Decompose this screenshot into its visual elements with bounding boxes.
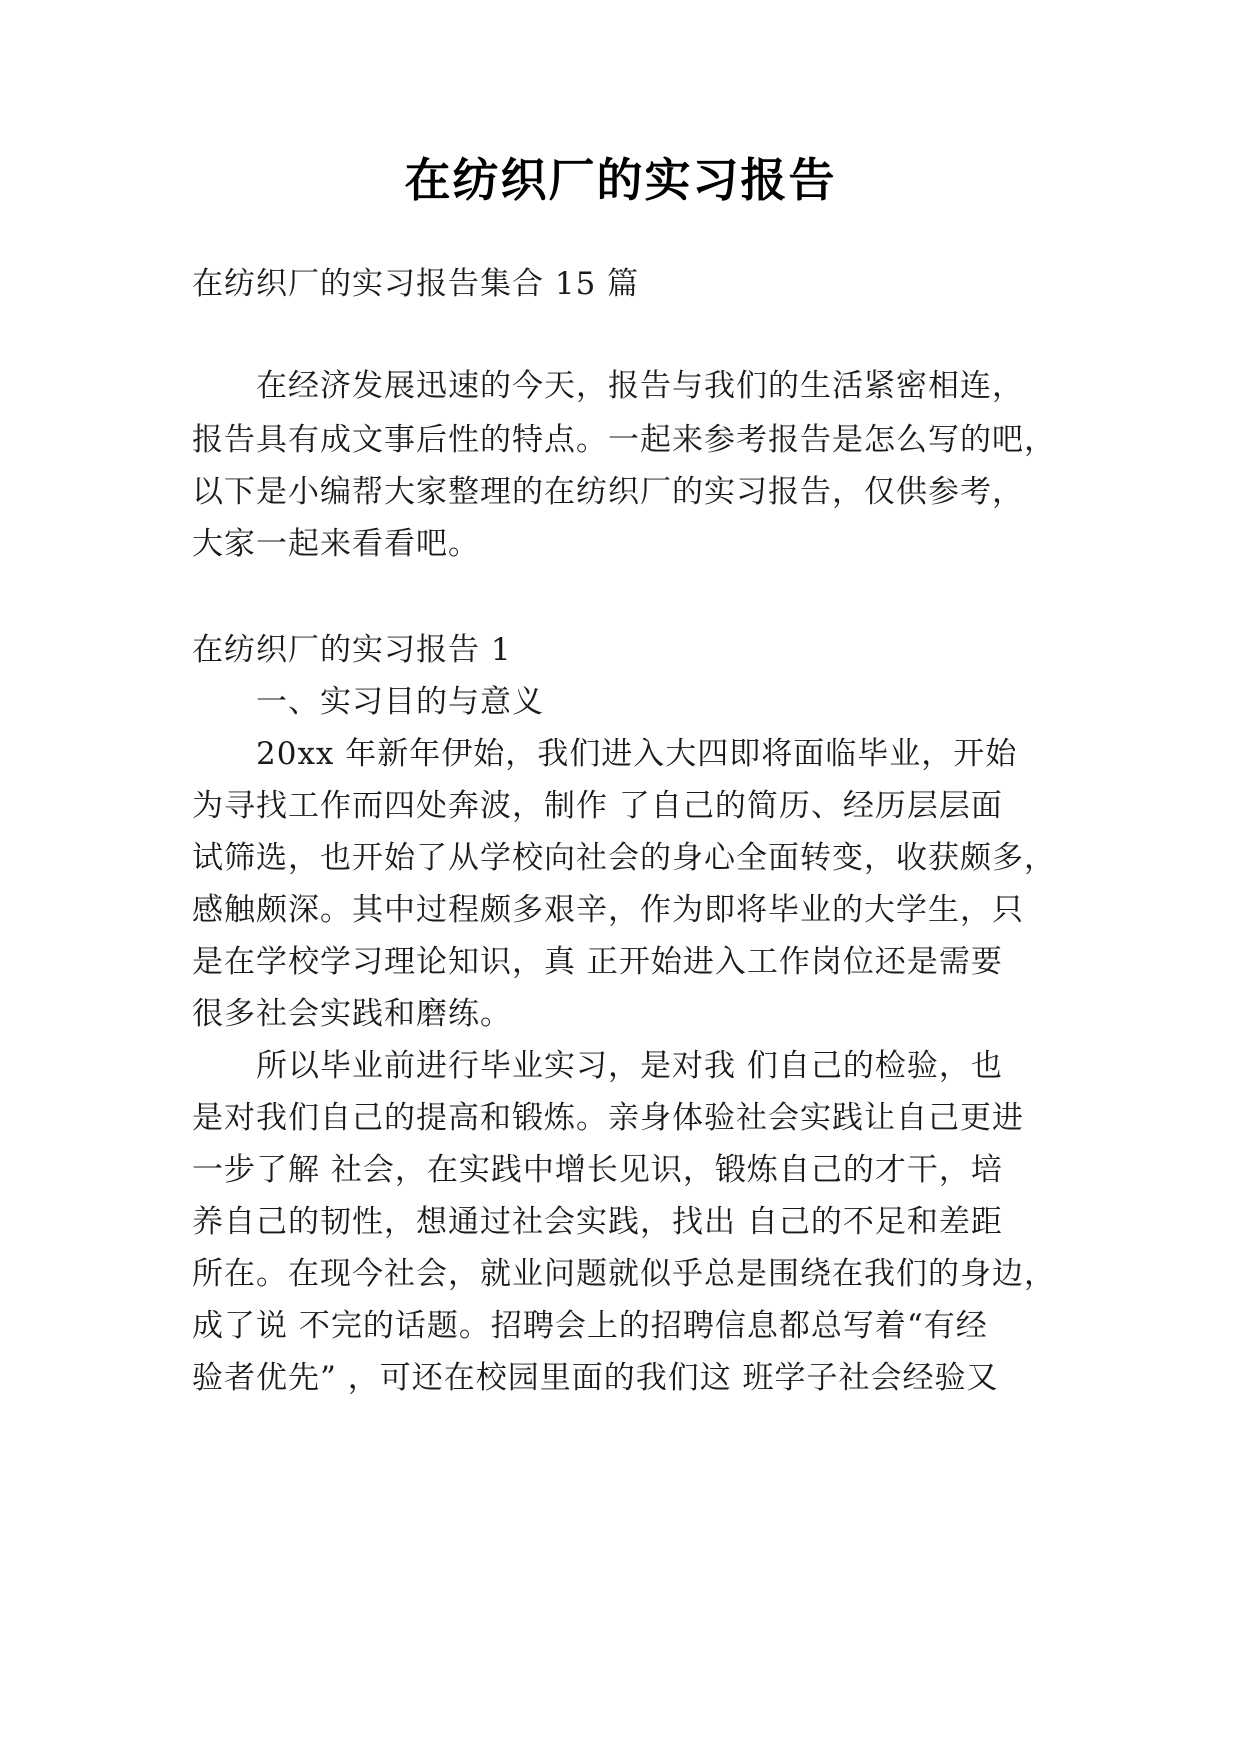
paragraph-line: 20xx 年新年伊始，我们进入大四即将面临毕业，开始 [256, 736, 1018, 772]
section-heading: 在纺织厂的实习报告 1 [192, 632, 512, 668]
document-title: 在纺织厂的实习报告 [404, 153, 837, 207]
paragraph-line: 感触颇深。其中过程颇多艰辛，作为即将毕业的大学生，只 [192, 892, 1024, 928]
paragraph-line: 所在。在现今社会，就业问题就似乎总是围绕在我们的身边， [192, 1256, 1056, 1292]
intro-line: 以下是小编帮大家整理的在纺织厂的实习报告，仅供参考， [192, 474, 1024, 510]
paragraph-line: 验者优先” ，可还在校园里面的我们这 班学子社会经验又 [192, 1360, 999, 1396]
paragraph-line: 很多社会实践和磨练。 [192, 996, 512, 1032]
paragraph-line: 为寻找工作而四处奔波，制作 了自己的简历、经历层层面 [192, 788, 1003, 824]
paragraph-line: 是对我们自己的提高和锻炼。亲身体验社会实践让自己更进 [192, 1100, 1024, 1136]
intro-line: 大家一起来看看吧。 [192, 526, 480, 562]
document-subtitle: 在纺织厂的实习报告集合 15 篇 [192, 266, 640, 302]
paragraph-line: 养自己的韧性，想通过社会实践，找出 自己的不足和差距 [192, 1204, 1003, 1240]
intro-line: 报告具有成文事后性的特点。一起来参考报告是怎么写的吧， [192, 422, 1056, 458]
intro-line: 在经济发展迅速的今天，报告与我们的生活紧密相连， [256, 368, 1024, 404]
paragraph-line: 成了说 不完的话题。招聘会上的招聘信息都总写着“有经 [192, 1308, 988, 1344]
subheading: 一、实习目的与意义 [256, 684, 544, 720]
paragraph-line: 所以毕业前进行毕业实习，是对我 们自己的检验，也 [256, 1048, 1003, 1084]
paragraph-line: 一步了解 社会，在实践中增长见识，锻炼自己的才干，培 [192, 1152, 1003, 1188]
paragraph-line: 是在学校学习理论知识，真 正开始进入工作岗位还是需要 [192, 944, 1003, 980]
paragraph-line: 试筛选，也开始了从学校向社会的身心全面转变，收获颇多， [192, 840, 1056, 876]
